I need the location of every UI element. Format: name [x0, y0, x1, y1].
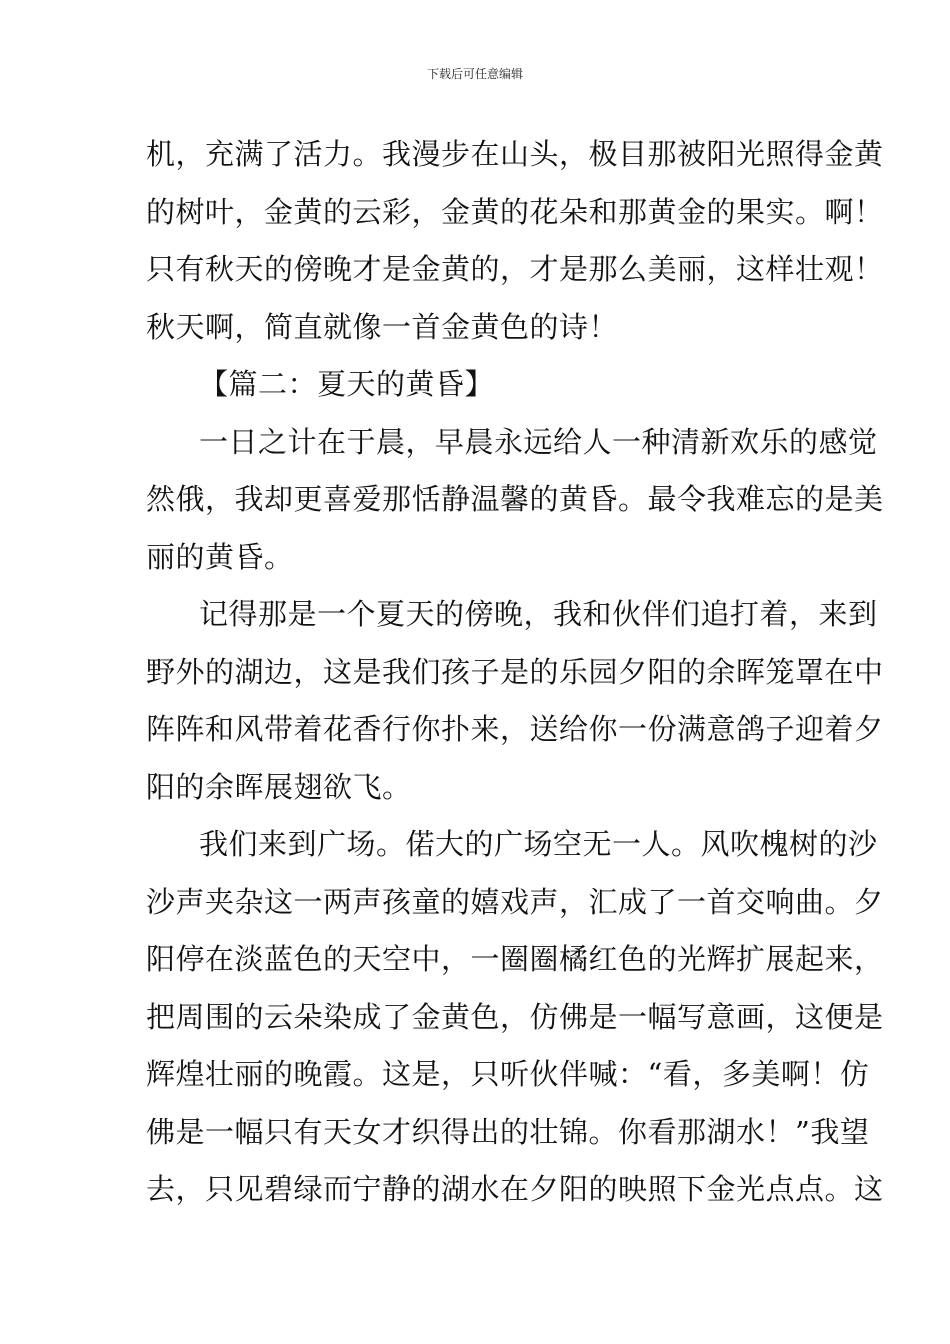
- text-line: 阵阵和风带着花香行你扑来，送给你一份满意鸽子迎着夕: [146, 712, 884, 746]
- text-line: 机，充满了活力。我漫步在山头，极目那被阳光照得金黄: [146, 137, 884, 171]
- text-line: 我们来到广场。偌大的广场空无一人。风吹槐树的沙: [199, 827, 878, 861]
- text-line: 丽的黄昏。: [146, 539, 294, 574]
- text-line: 沙声夹杂这一两声孩童的嬉戏声，汇成了一首交响曲。夕: [146, 884, 884, 919]
- text-line: 秋天啊，简直就像一首金黄色的诗！: [146, 309, 619, 344]
- text-line: 野外的湖边，这是我们孩子是的乐园夕阳的余晖笼罩在中: [146, 654, 884, 689]
- text-line: 只有秋天的傍晚才是金黄的，才是那么美丽，这样壮观！: [146, 252, 884, 286]
- section-heading: 【篇二：夏天的黄昏】: [199, 367, 495, 401]
- page-header: 下载后可任意编辑: [426, 67, 523, 81]
- text-line: 阳的余晖展翅欲飞。: [146, 769, 412, 804]
- text-line: 然俄，我却更喜爱那恬静温馨的黄昏。最令我难忘的是美: [146, 482, 884, 516]
- text-line: 佛是一幅只有天女才织得出的壮锦。你看那湖水！”我望: [146, 1114, 870, 1149]
- text-line: 记得那是一个夏天的傍晚，我和伙伴们追打着，来到: [199, 597, 878, 631]
- text-line: 去，只见碧绿而宁静的湖水在夕阳的映照下金光点点。这: [146, 1172, 884, 1206]
- text-line: 一日之计在于晨，早晨永远给人一种清新欢乐的感觉: [199, 424, 878, 459]
- text-line: 辉煌壮丽的晚霞。这是，只听伙伴喊：“看，多美啊！仿: [146, 1057, 870, 1091]
- text-line: 的树叶，金黄的云彩，金黄的花朵和那黄金的果实。啊！: [146, 194, 884, 229]
- text-line: 把周围的云朵染成了金黄色，仿佛是一幅写意画，这便是: [146, 999, 884, 1034]
- text-line: 阳停在淡蓝色的天空中，一圈圈橘红色的光辉扩展起来，: [146, 942, 884, 976]
- document-body: [146, 126, 884, 1219]
